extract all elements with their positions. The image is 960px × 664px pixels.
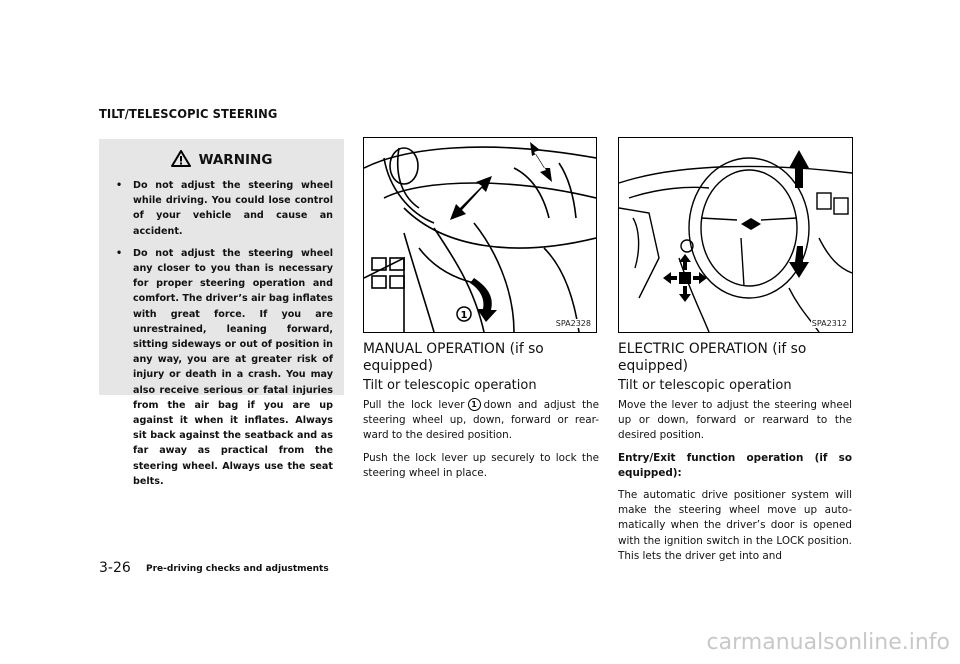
steering-column-illustration [364, 138, 596, 332]
warning-triangle-icon [171, 150, 191, 167]
entry-exit-heading: Entry/Exit function operation (if so equipped): [618, 451, 852, 479]
manual-subheading: Tilt or telescopic operation [363, 378, 537, 393]
manual-paragraph-1: Pull the lock lever 1 down and adjust the steering wheel up, down, forward or rear-ward to the desired position. [363, 399, 599, 442]
steering-wheel-illustration [619, 138, 852, 332]
warning-box [99, 139, 344, 487]
warning-heading-text: WARNING [198, 152, 273, 168]
warning-item-text: Do not adjust the steering wheel while driving. You could lose control of your vehicle and cause an accident. [133, 180, 333, 237]
figure-code: SPA2328 [555, 319, 591, 328]
electric-paragraph-2: The automatic drive positioner system will make the steering wheel move up auto-matically when the driver’s door is opened with the ignition switch in the LOCK position. This lets the driver get into and [618, 489, 852, 562]
electric-body [618, 398, 852, 571]
warning-list [113, 178, 333, 496]
manual-heading: MANUAL OPERATION (if so equipped) [363, 341, 544, 374]
page-number: 3-26 [99, 560, 131, 576]
control-right-arrow-icon [693, 272, 707, 284]
figure-callout: 1 [460, 310, 468, 321]
callout-marker: 1 [468, 398, 481, 411]
control-left-arrow-icon [663, 272, 677, 284]
electric-paragraph-1: Move the lever to adjust the steering wheel up or down, forward or rearward to the desired position. [618, 399, 852, 442]
warning-heading [99, 150, 344, 168]
emblem-icon [741, 218, 761, 230]
control-up-arrow-icon [679, 254, 691, 270]
section-title: TILT/TELESCOPIC STEERING [99, 106, 278, 121]
footer-section: Pre-driving checks and adjustments [146, 564, 329, 574]
bullet-icon: • [116, 180, 123, 191]
warning-item [113, 178, 333, 239]
watermark: carmanualsonline.info [706, 630, 950, 655]
manual-steering-figure [363, 137, 597, 333]
electric-subheading: Tilt or telescopic operation [618, 378, 792, 393]
control-down-arrow-icon [679, 286, 691, 302]
telescopic-arrow-icon [530, 142, 552, 182]
warning-item-text: Do not adjust the steering wheel any closer to you than is necessary for proper steering operation and comfort. The driver’s air bag inflates with great force. If you are unrestrained, leaning forward, sitting sideways or out of position in any way, you are at greater risk of injury or death in a crash. You may also receive serious or fatal injuries from the air bag if you are up against it when it inflates. Always sit back against the seatback and as far away as practical from the steering wheel. Always use the seat belts. [133, 247, 333, 487]
bullet-icon: • [116, 247, 123, 259]
warning-item [113, 246, 333, 489]
manual-paragraph-2: Push the lock lever up securely to lock the steering wheel in place. [363, 451, 599, 479]
electric-steering-figure [618, 137, 853, 333]
electric-heading: ELECTRIC OPERATION (if so equipped) [618, 341, 807, 374]
manual-body [363, 398, 599, 488]
figure-code: SPA2312 [811, 319, 847, 328]
